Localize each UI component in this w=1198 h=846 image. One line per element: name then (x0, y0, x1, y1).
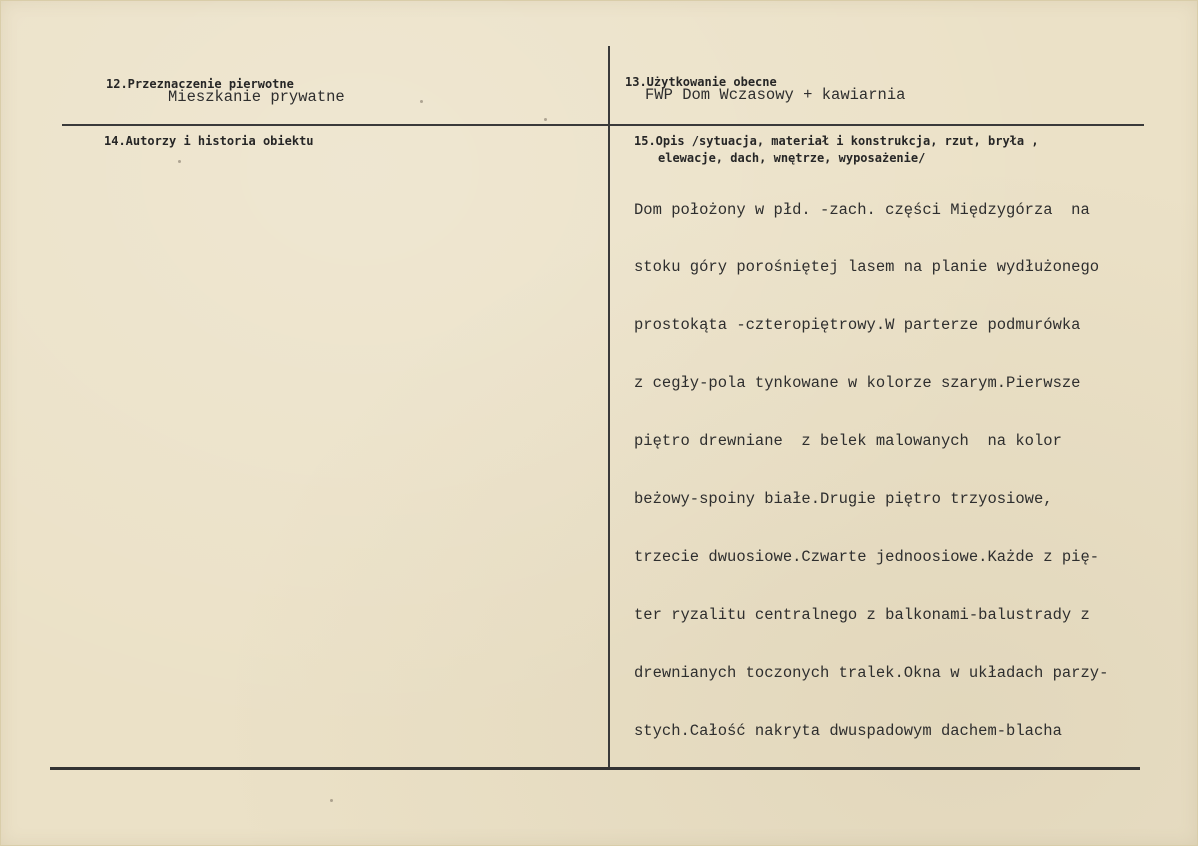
field-12-label: 12.Przeznaczenie pierwotne (106, 77, 294, 91)
field-15-label-line1: 15.Opis /sytuacja, materiał i konstrukcja, rzut, bryła , (634, 134, 1039, 148)
description-line: Dom położony w płd. -zach. części Międzygórza na (634, 200, 1090, 219)
field-13-value: FWP Dom Wczasowy + kawiarnia (645, 86, 906, 104)
description-line: trzecie dwuosiowe.Czwarte jednoosiowe.Każde z pię- (634, 547, 1100, 566)
description-line: prostokąta -czteropiętrowy.W parterze podmurówka (634, 316, 1081, 335)
field-15-description (634, 162, 1108, 780)
paper-speck (178, 160, 181, 163)
description-line: stoku góry porośniętej lasem na planie wydłużonego (634, 258, 1100, 277)
description-line: ter ryzalitu centralnego z balkonami-balustrady z (634, 605, 1090, 624)
description-line: z cegły-pola tynkowane w kolorze szarym.Pierwsze (634, 374, 1081, 393)
vertical-divider (608, 46, 610, 768)
description-line: piętro drewniane z belek malowanych na kolor (634, 432, 1062, 451)
paper-speck (544, 118, 547, 121)
field-12-value: Mieszkanie prywatne (168, 88, 345, 106)
description-line: drewnianych toczonych tralek.Okna w układach parzy- (634, 663, 1109, 682)
field-13-label: 13.Użytkowanie obecne (625, 75, 777, 89)
field-15-label-line2: elewacje, dach, wnętrze, wyposażenie/ (658, 151, 926, 165)
paper-speck (330, 799, 333, 802)
upper-horizontal-divider (62, 124, 1144, 126)
paper-speck (420, 100, 423, 103)
description-line: stych.Całość nakryta dwuspadowym dachem-blacha (634, 721, 1062, 740)
description-line: beżowy-spoiny białe.Drugie piętro trzyosiowe, (634, 490, 1053, 509)
field-14-label: 14.Autorzy i historia obiektu (104, 134, 314, 148)
